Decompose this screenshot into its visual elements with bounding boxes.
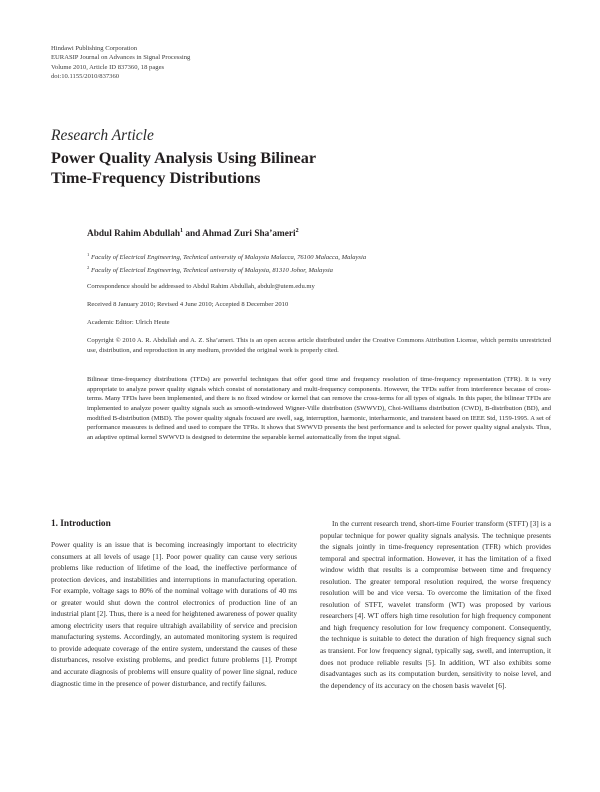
author-conjunction: and bbox=[183, 229, 203, 240]
affiliation-1 bbox=[87, 250, 551, 263]
copyright-notice: Copyright © 2010 A. R. Abdullah and A. Z. Sha’ameri. This is an open access article distributed under the Creative Commons Attribution License, which permits unrestricted use, distribution, and reproduction in any medium, provided the original work is properly cited. bbox=[87, 337, 551, 354]
paper-title bbox=[51, 148, 471, 188]
publisher-name: Hindawi Publishing Corporation bbox=[51, 45, 138, 52]
body-paragraph: Power quality is an issue that is becoming increasingly important to electricity consumers at all levels of usage [1]. Poor power quality can cause very serious problems like reduction of lifetime of the load, the ineffective performance of protection devices, and instabilities and interruptions in manufacturing operation. For example, voltage sags to 80% of the nominal voltage with durations of 40 ms or greater would shut down the control electronics of production line of an industrial plant [2]. Thus, there is a need for heightened awareness of power quality among electricity users that require ultrahigh availability of service and precision manufacturing systems. Accordingly, an automated monitoring system is required to provide adequate coverage of the entire system, understand the causes of these disturbances, resolve existing problems, and predict future problems [1]. Prompt and accurate diagnosis of problems will ensure quality of power line signal, reduce diagnostic time in the presence of power disturbance, and rectify failures. bbox=[51, 540, 297, 688]
article-type: Research Article bbox=[51, 127, 154, 144]
author-list bbox=[87, 228, 551, 239]
submission-dates: Received 8 January 2010; Revised 4 June 2010; Accepted 8 December 2010 bbox=[87, 301, 289, 308]
affiliation-number: 2 bbox=[87, 264, 90, 270]
author-name: Abdul Rahim Abdullah bbox=[87, 229, 181, 240]
volume-info: Volume 2010, Article ID 837360, 18 pages bbox=[51, 63, 165, 71]
title-line-1: Power Quality Analysis Using Bilinear bbox=[51, 149, 317, 167]
body-paragraph: In the current research trend, short-time Fourier transform (STFT) [3] is a popular technique for power quality signals analysis. The technique presents the signals jointly in time-frequency representation (TFR) which provides temporal and spectral information. However, it has the limitation of a fixed window width that results is a compromise between time and frequency resolution. The greater temporal resolution required, the worse frequency resolution will be and vice versa. To overcome the limitation of the fixed resolution of STFT, wavelet transform (WT) was proposed by various researchers [4]. WT offers high time resolution for high frequency component and high frequency resolution for low frequency component. Consequently, the technique is suitable to detect the duration of high frequency signal such as transient. For low frequency signal, typically sag, swell, and interruption, it does not produce reliable results [5]. In addition, WT also exhibits some disadvantages such as its computation burden, sensitivity to noise level, and the dependency of its accuracy on the chosen basis wavelet [6]. bbox=[320, 519, 551, 690]
abstract: Bilinear time-frequency distributions (TFDs) are powerful techniques that offer good time and frequency resolution of time-frequency representation (TFR). It is very appropriate to analyze power quality signals which consist of nonstationary and multi-frequency components. However, the TFDs suffer from interference because of cross-terms. Many TFDs have been implemented, and there is no fixed window or kernel that can remove the cross-terms for all types of signals. In this paper, the bilinear TFDs are implemented to analyze power quality signals such as smooth-windowed Wigner-Ville distribution (SWWVD), Choi-Williams distribution (CWD), B-distribution (BD), and modified B-distribution (MBD). The power quality signals focused are swell, sag, interruption, harmonic, interharmonic, and transient based on IEEE Std, 1159-1995. A set of performance measures is defined and used to compare the TFRs. It shows that SWWVD presents the best performance and is selected for power quality signal analysis. Thus, an adaptive optimal kernel SWWVD is designed to determine the separable kernel automatically from the input signal. bbox=[87, 376, 551, 441]
left-column bbox=[51, 518, 297, 689]
affiliation-text: Faculty of Electrical Engineering, Technical university of Malaysia, 81310 Johor, Malaysia bbox=[89, 266, 333, 274]
journal-name: EURASIP Journal on Advances in Signal Processing bbox=[51, 54, 191, 62]
affiliation-2 bbox=[87, 263, 551, 276]
affiliation-marker: 2 bbox=[295, 228, 299, 234]
journal-header bbox=[51, 44, 190, 81]
affiliations bbox=[87, 250, 551, 275]
correspondence: Correspondence should be addressed to Abdul Rahim Abdullah, abdulr@utem.edu.my bbox=[87, 283, 315, 290]
title-line-2: Time-Frequency Distributions bbox=[51, 169, 261, 187]
right-column bbox=[320, 518, 551, 691]
affiliation-text: Faculty of Electrical Engineering, Technical university of Malaysia Malacca, 76100 Malacca, Malaysia bbox=[89, 254, 367, 262]
academic-editor: Academic Editor: Ulrich Heute bbox=[87, 319, 170, 326]
author-name: Ahmad Zuri Sha’ameri bbox=[202, 229, 296, 240]
section-heading-introduction: 1. Introduction bbox=[51, 519, 111, 529]
doi: doi:10.1155/2010/837360 bbox=[51, 72, 120, 80]
affiliation-marker: 1 bbox=[180, 228, 184, 234]
affiliation-number: 1 bbox=[87, 252, 90, 257]
